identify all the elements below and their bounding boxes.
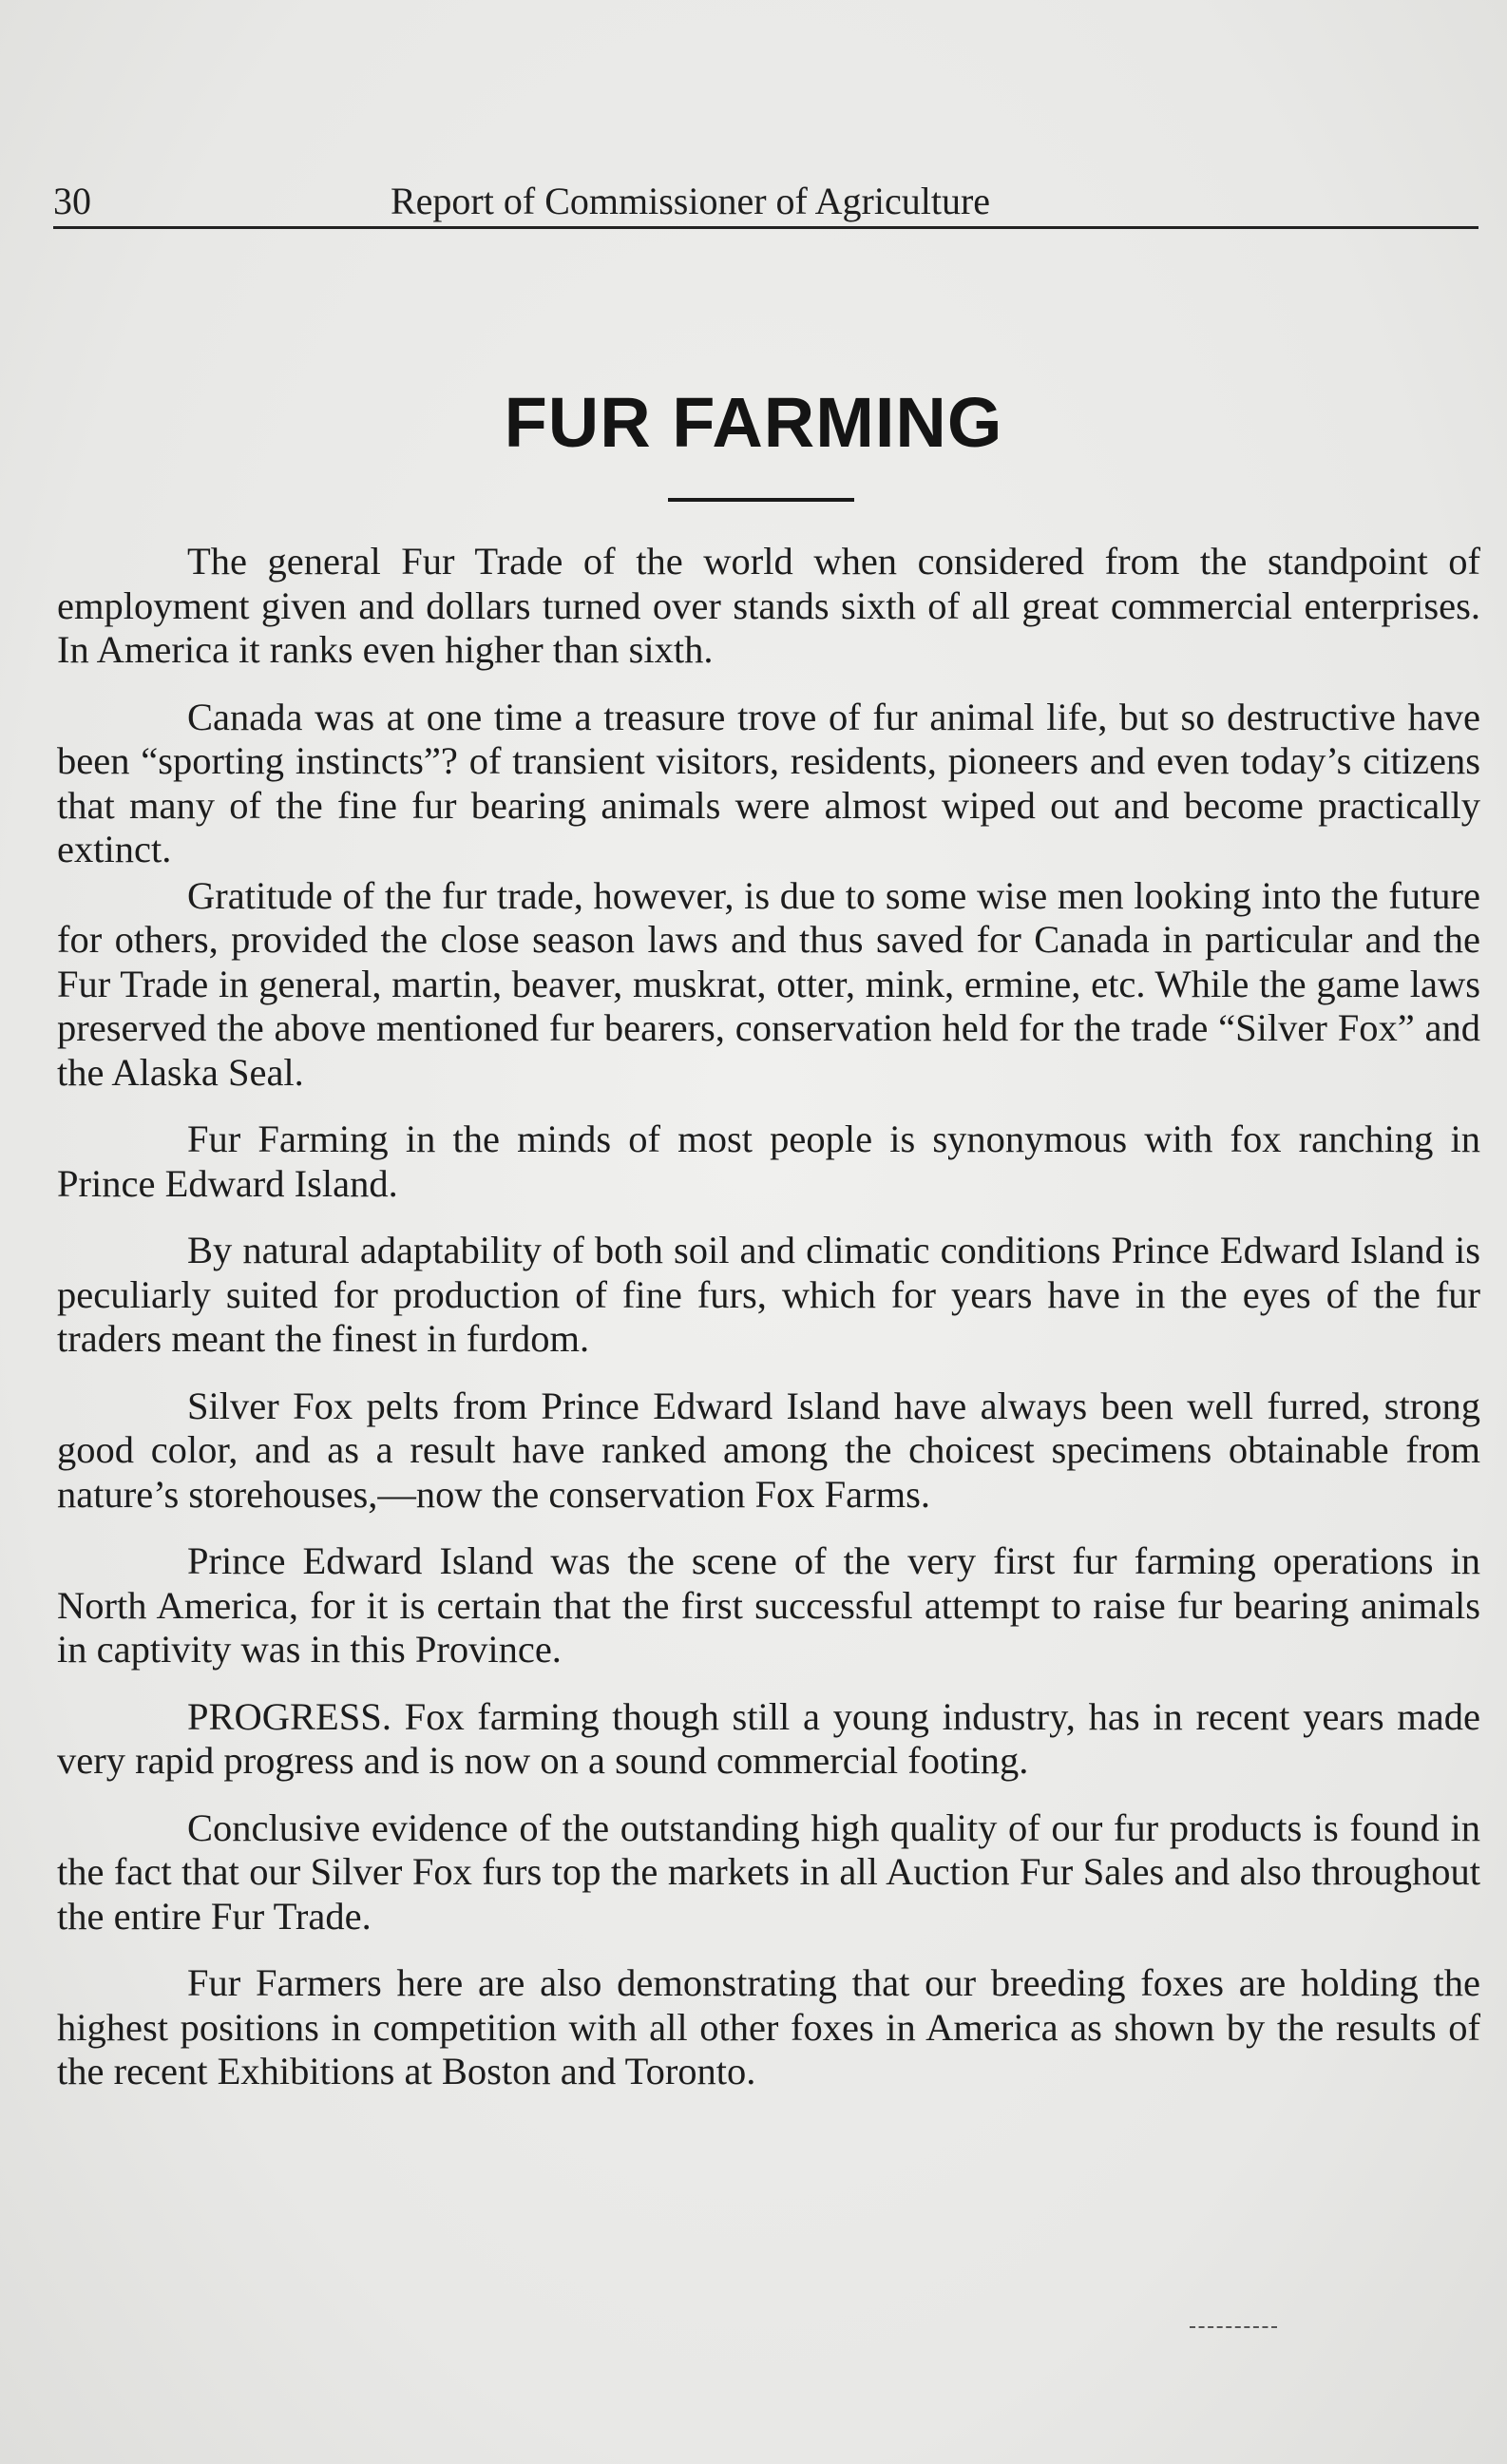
article-body — [57, 540, 1480, 2094]
header-rule — [53, 226, 1478, 229]
paragraph: By natural adaptability of both soil and climatic conditions Prince Edward Island is peculiarly suited for production of fine furs, which for years have in the eyes of the fur traders meant the finest in furdom. — [57, 1229, 1480, 1360]
paragraph: Fur Farmers here are also demonstrating that our breeding foxes are holding the highest positions in competition with all other foxes in America as shown by the results of the recent Exhibitions at Boston and Toronto. — [57, 1961, 1480, 2092]
paragraph: Canada was at one time a treasure trove of fur animal life, but so destructive have been “sporting instincts”? of transient visitors, residents, pioneers and even today’s citizens that many of the fine fur bearing animals were almost wiped out and become practically extinct. — [57, 695, 1480, 870]
paragraph: PROGRESS. Fox farming though still a young industry, has in recent years made very rapid progress and is now on a sound commercial footing. — [57, 1694, 1480, 1782]
page-title: FUR FARMING — [504, 383, 1003, 462]
paragraph: Gratitude of the fur trade, however, is due to some wise men looking into the future for others, provided the close season laws and thus saved for Canada in particular and the Fur Trade in general, martin, beaver, muskrat, otter, mink, ermine, etc. While the game laws preserved the above mentioned fur bearers, conservation held for the trade “Silver Fox” and the Alaska Seal. — [57, 873, 1480, 1094]
paragraph: Silver Fox pelts from Prince Edward Island have always been well furred, strong good color, and as a result have ranked among the choicest specimens obtainable from nature’s storehouses,—now the conservation Fox Farms. — [57, 1384, 1480, 1516]
running-header — [53, 173, 1478, 230]
paragraph: Prince Edward Island was the scene of the very first fur farming operations in North America, for it is certain that the first successful attempt to raise fur bearing animals in captivity was in this Province. — [57, 1539, 1480, 1671]
paragraph: The general Fur Trade of the world when considered from the standpoint of employment given and dollars turned over stands sixth of all great commercial enterprises. In America it ranks even higher than sixth. — [57, 540, 1480, 671]
running-title: Report of Commissioner of Agriculture — [391, 180, 991, 222]
paragraph: Conclusive evidence of the outstanding high quality of our fur products is found in the fact that our Silver Fox furs top the markets in all Auction Fur Sales and also throughout the entire Fur Trade. — [57, 1805, 1480, 1938]
paragraph: Fur Farming in the minds of most people is synonymous with fox ranching in Prince Edward Island. — [57, 1117, 1480, 1205]
title-underline — [668, 498, 854, 502]
end-rule — [1190, 2326, 1277, 2328]
page-number: 30 — [53, 180, 91, 222]
